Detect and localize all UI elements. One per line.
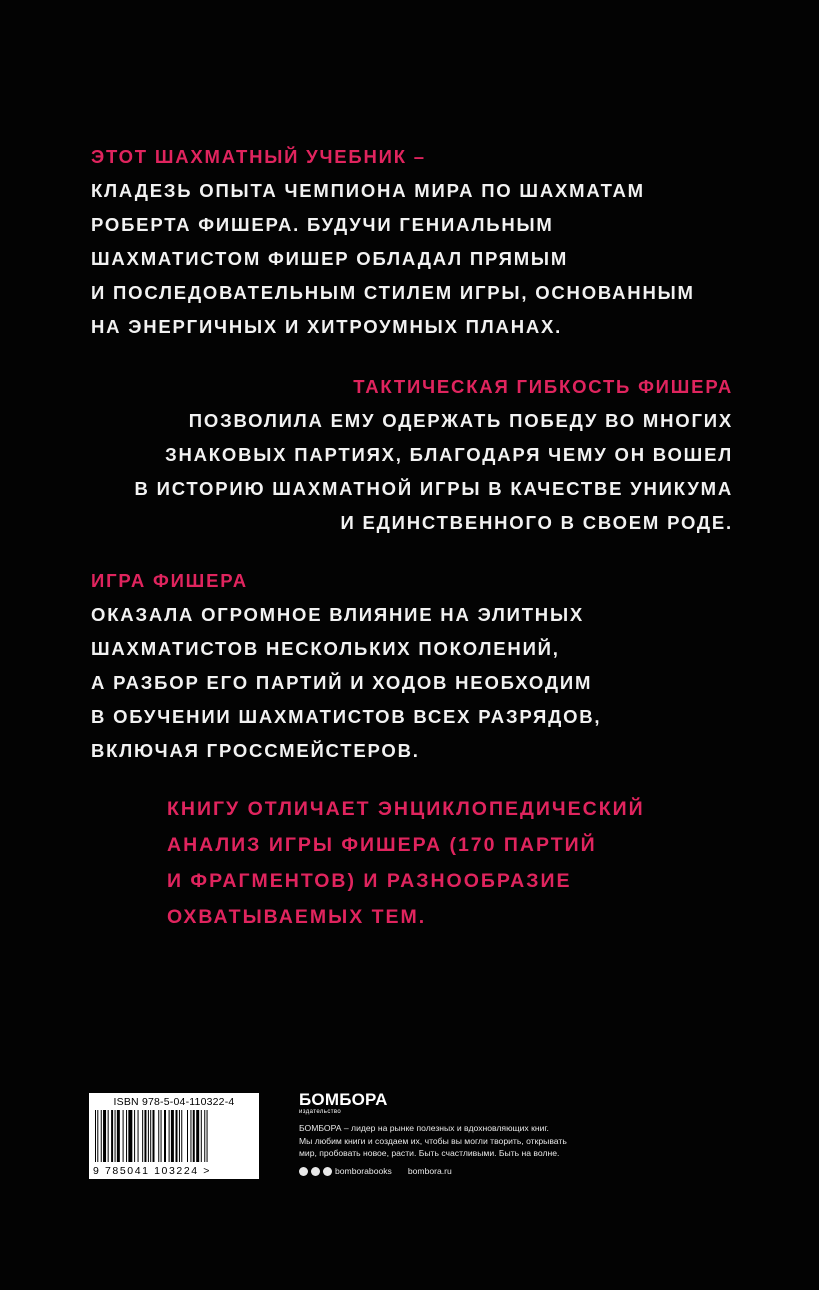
publisher-description-line: Мы любим книги и создаем их, чтобы вы могли творить, открывать [299,1135,567,1146]
blurb-accent-line: КНИГУ ОТЛИЧАЕТ ЭНЦИКЛОПЕДИЧЕСКИЙ [167,798,645,820]
blurb-line: ПОЗВОЛИЛА ЕМУ ОДЕРЖАТЬ ПОБЕДУ ВО МНОГИХ [188,410,733,431]
publisher-description [299,1122,567,1160]
blurb-line: И ПОСЛЕДОВАТЕЛЬНЫМ СТИЛЕМ ИГРЫ, ОСНОВАННЫМ [91,282,695,303]
publisher-social-row [299,1166,452,1176]
blurb-block-3 [91,564,601,768]
blurb-accent-line: ОХВАТЫВАЕМЫХ ТЕМ. [167,906,427,928]
blurb-accent-line: И ФРАГМЕНТОВ) И РАЗНООБРАЗИЕ [167,870,572,892]
isbn-number: ISBN 978-5-04-110322-4 [113,1096,235,1108]
social-network-icon [323,1167,332,1176]
blurb-line: ШАХМАТИСТОМ ФИШЕР ОБЛАДАЛ ПРЯМЫМ [91,248,569,269]
social-handle: bomborabooks [335,1166,392,1176]
publisher-subtitle: издательство [299,1109,342,1115]
blurb-line: А РАЗБОР ЕГО ПАРТИЙ И ХОДОВ НЕОБХОДИМ [91,672,593,693]
publisher-website: bombora.ru [407,1166,452,1176]
blurb-block-4 [167,791,645,935]
barcode-icon [95,1110,253,1162]
blurb-line: ШАХМАТИСТОВ НЕСКОЛЬКИХ ПОКОЛЕНИЙ, [91,638,560,659]
barcode-digits: 9 785041 103224 > [93,1165,211,1177]
blurb-heading-3: ИГРА ФИШЕРА [91,570,248,591]
blurb-line: В ИСТОРИЮ ШАХМАТНОЙ ИГРЫ В КАЧЕСТВЕ УНИКУМА [134,478,733,499]
blurb-line: ВКЛЮЧАЯ ГРОССМЕЙСТЕРОВ. [91,740,420,761]
blurb-heading-1: ЭТОТ ШАХМАТНЫЙ УЧЕБНИК – [91,146,426,167]
publisher-description-line: мир, пробовать новое, расти. Быть счастливыми. Быть на волне. [299,1148,560,1158]
isbn-barcode [89,1093,259,1179]
publisher-description-line: БОМБОРА – лидер на рынке полезных и вдохновляющих книг. [299,1123,549,1133]
blurb-line: И ЕДИНСТВЕННОГО В СВОЕМ РОДЕ. [340,512,733,533]
social-network-icon [299,1167,308,1176]
blurb-heading-2: ТАКТИЧЕСКАЯ ГИБКОСТЬ ФИШЕРА [353,376,733,397]
blurb-block-2 [135,370,734,540]
blurb-line: ЗНАКОВЫХ ПАРТИЯХ, БЛАГОДАРЯ ЧЕМУ ОН ВОШЕЛ [165,444,733,465]
blurb-line: КЛАДЕЗЬ ОПЫТА ЧЕМПИОНА МИРА ПО ШАХМАТАМ [91,180,645,201]
blurb-line: НА ЭНЕРГИЧНЫХ И ХИТРОУМНЫХ ПЛАНАХ. [91,316,563,337]
blurb-accent-line: АНАЛИЗ ИГРЫ ФИШЕРА (170 ПАРТИЙ [167,834,597,856]
blurb-line: В ОБУЧЕНИИ ШАХМАТИСТОВ ВСЕХ РАЗРЯДОВ, [91,706,602,727]
social-network-icon [311,1167,320,1176]
publisher-logo: БОМБОРА [299,1090,388,1109]
blurb-block-1 [91,140,695,344]
blurb-line: ОКАЗАЛА ОГРОМНОЕ ВЛИЯНИЕ НА ЭЛИТНЫХ [91,604,585,625]
blurb-line: РОБЕРТА ФИШЕРА. БУДУЧИ ГЕНИАЛЬНЫМ [91,214,554,235]
